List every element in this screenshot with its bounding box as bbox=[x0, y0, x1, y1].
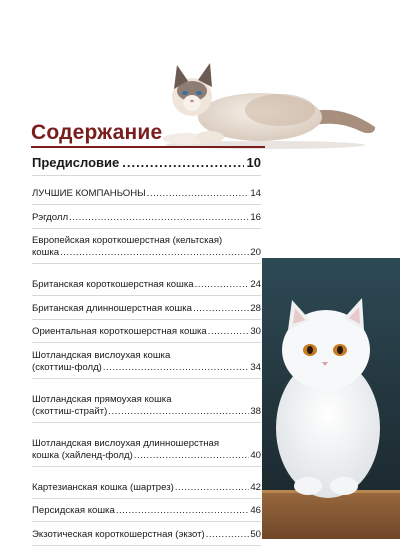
divider bbox=[32, 295, 261, 296]
toc-entry-label: Британская короткошерстная кошка bbox=[32, 279, 194, 290]
toc-entry-label: Персидская кошка bbox=[32, 505, 115, 516]
toc-entry-label: Картезианская кошка (шартрез) bbox=[32, 481, 174, 493]
toc-preface[interactable] bbox=[32, 155, 261, 176]
toc-entry[interactable] bbox=[32, 350, 261, 379]
divider bbox=[32, 521, 261, 522]
toc-entry[interactable] bbox=[32, 326, 261, 343]
toc-entry-page: 30 bbox=[250, 326, 261, 337]
toc-entry-page: 20 bbox=[250, 247, 261, 258]
divider bbox=[32, 498, 261, 499]
toc-entry-page: 50 bbox=[250, 528, 261, 540]
toc-entry-label: кошка (хайленд-фолд) bbox=[32, 449, 133, 461]
divider bbox=[32, 263, 261, 264]
toc-entry-page: 42 bbox=[250, 481, 261, 493]
toc-entry[interactable] bbox=[32, 482, 261, 499]
toc-entry-page: 16 bbox=[250, 211, 261, 223]
toc-entry-page: 38 bbox=[250, 405, 261, 417]
toc-entry-label: Рэгдолл bbox=[32, 211, 69, 223]
toc-entry[interactable] bbox=[32, 188, 261, 205]
leader-dots bbox=[108, 406, 249, 418]
toc-entry-label: ЛУЧШИЕ КОМПАНЬОНЫ bbox=[32, 188, 146, 199]
divider bbox=[32, 204, 261, 205]
toc-entry-label-line1: Шотландская вислоухая кошка bbox=[32, 349, 171, 361]
leader-dots bbox=[193, 303, 249, 315]
leader-dots bbox=[122, 155, 243, 170]
divider bbox=[32, 422, 261, 423]
toc-entry-label-line1: Европейская короткошерстная (кельтская) bbox=[32, 235, 223, 246]
leader-dots bbox=[175, 482, 250, 494]
toc-entry-label-line1: Шотландская вислоухая длинношерстная bbox=[32, 437, 220, 449]
toc-entry-label: Экзотическая короткошерстная (экзот) bbox=[32, 528, 205, 540]
toc-entry-page: 34 bbox=[250, 361, 261, 373]
persian-cat-image bbox=[262, 258, 400, 539]
divider bbox=[32, 466, 261, 467]
toc-entry-page: 14 bbox=[250, 188, 261, 199]
title-underline bbox=[31, 146, 265, 148]
leader-dots bbox=[60, 247, 249, 259]
toc-entry-page: 40 bbox=[250, 449, 261, 461]
leader-dots bbox=[116, 505, 250, 517]
toc-entry-page: 28 bbox=[250, 302, 261, 314]
leader-dots bbox=[147, 188, 250, 200]
toc-entry-page: 24 bbox=[250, 279, 261, 290]
toc-entry-label-line1: Шотландская прямоухая кошка bbox=[32, 393, 172, 405]
toc-preface-page: 10 bbox=[246, 155, 261, 170]
toc-entry-label: Британская длинношерстная кошка bbox=[32, 302, 192, 314]
toc-entry-label: Ориентальная короткошерстная кошка bbox=[32, 326, 207, 337]
toc-entry[interactable] bbox=[32, 235, 261, 264]
toc-entry[interactable] bbox=[32, 438, 261, 467]
toc-entry[interactable] bbox=[32, 505, 261, 522]
divider bbox=[32, 228, 261, 229]
toc-entry-label: (скоттиш-фолд) bbox=[32, 361, 102, 373]
toc-entry[interactable] bbox=[32, 212, 261, 229]
toc-entry[interactable] bbox=[32, 279, 261, 296]
leader-dots bbox=[208, 326, 250, 338]
divider bbox=[32, 342, 261, 343]
toc-entry-label: (скоттиш-страйт) bbox=[32, 405, 108, 417]
leader-dots bbox=[134, 450, 250, 462]
toc-entry[interactable] bbox=[32, 303, 261, 320]
divider bbox=[32, 378, 261, 379]
toc-entry-label: кошка bbox=[32, 247, 60, 258]
toc-entry-page: 46 bbox=[250, 505, 261, 516]
leader-dots bbox=[69, 212, 249, 224]
leader-dots bbox=[103, 362, 249, 374]
leader-dots bbox=[195, 279, 250, 291]
toc-preface-label: Предисловие bbox=[32, 155, 120, 170]
toc-entry[interactable] bbox=[32, 394, 261, 423]
page-title: Содержание bbox=[31, 121, 163, 144]
divider bbox=[32, 175, 261, 176]
divider bbox=[32, 545, 261, 546]
toc-entry[interactable] bbox=[32, 529, 261, 546]
divider bbox=[32, 319, 261, 320]
ragdoll-cat-image bbox=[150, 55, 380, 150]
